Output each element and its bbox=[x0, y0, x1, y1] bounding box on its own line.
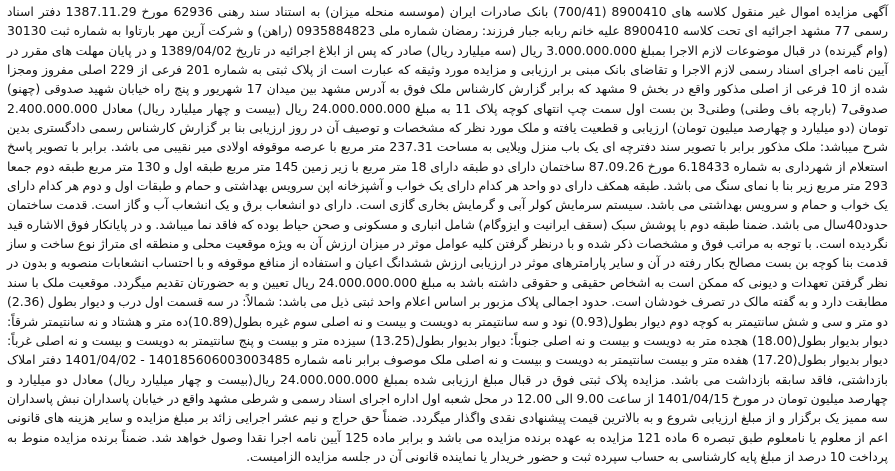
notice-body: به استناد سند رهنی 62936 مورخ 1387.11.29 دفتر اسناد رسمی 77 مشهد اجرائیه ای تحت کلاسه 8900410 علیه خانم ربابه جبار فرزند: رمضان شماره ملی 0935884823 (راهن) و شرکت آرین مهر بارتاوا به شماره ثبت 30130 (وام گیرنده) در قبال موضوعات لازم الاجرا بمبلغ 3.000.000.000 ریال (سه میلیارد ریال) صادر که پس از ابلاغ اجرائیه در تاریخ 1389/04/02 و در پایان مهلت های مقرر در آیین نامه اجرای اسناد رسمی لازم الاجرا و تقاضای بانک مبنی بر ارزیابی و مزایده مورد وثیقه که عبارت است از پلاک ثبتی به شماره 201 فرعی از 229 اصلی مفروز ومجزا شده از 10 فرعی از اصلی مذکور واقع در بخش 9 مشهد که برابر گزارش کارشناس ملک فوق به آدرس مشهد بین میدان 17 شهریور و پنج راه خیابان شهید صدوقی (چهنو) صدوقی7 (بارچه باف وطنی) وطنی3 بن بست اول سمت چپ انتهای کوچه پلاک 11 به مبلغ 24.000.000.000 ریال (بیست و چهار میلیارد ریال) معادل 2.400.000.000 تومان (دو میلیارد و چهارصد میلیون تومان) ارزیابی و قطعیت یافته و ملک مورد نظر که مشخصات و توصیف آن در روز ارزیابی بنا بر گزارش کارشناس رسمی دادگستری بدین شرح میباشد: ملک مذکور برابر با تصویر سند دفترچه ای یک باب منزل ویلایی به مساحت 237.31 متر مربع با عرصه موقوفه اولادی میر نقیبی می باشد. برابر با تصویر پاسخ استعلام از شهرداری به شماره 6.18433 مورخ 87.09.26 ساختمان دارای دو طبقه دارای 18 متر مربع با زیر زمین 145 متر مربع طبقه اول و 130 متر مربع طبقه دوم جمعا 293 متر مربع زیر بنا با نمای سنگ می باشد. طبقه همکف دارای دو واحد هر کدام دارای یک خواب و آشپزخانه اپن سرویس بهداشتی و حمام و طبقات اول و دوم هر کدام دارای یک خواب و حمام و سرویس بهداشتی می باشد. سیستم سرمایش کولر آبی و گرمایش بخاری گازی است. دارای دو انشعاب برق و یک انشعاب آب و گاز است. قدمت ساختمان حدود40سال می باشد. ضمنا طبقه دوم با پوشش سبک (سقف ایرانیت و ایزوگام) شامل انباری و مسکونی و صحن حیاط بوده که فاقد نما میباشد. و در پایانکار فوق الاشاره قید نگردیده است. با توجه به مراتب فوق و مشخصات ذکر شده و با درنظر گرفتن کلیه عوامل موثر در میزان ارزش آن به ویژه موقعیت محلی و منطقه ای متراژ نوع ساخت و ساز قدمت بنا کوچه بن بست مصالح بکار رفته در آن و سایر پارامترهای موثر در ارزیابی ارزش ششدانگ اعیان و استفاده از منافع موقوفه و با احتساب انشعابات منصوبه و بدون در نظر گرفتن تعهدات و دیونی که ممکن است به اشخاص حقیقی و حقوقی داشته باشد به مبلغ 24.000.000.000 ریال تعیین و به حضورتان تقدیم میگردد. موقعیت ملک با سند مطابقت دارد و به گفته مالک در تصرف خودشان است. حدود اجمالی پلاک مزبور بر اساس اعلام واحد ثبتی ذیل می باشد: شمالاً: در سه قسمت اول درب و دیوار بطول (2.36) دو متر و سی و شش سانتیمتر به کوچه دوم دیوار بطول(0.93) نود و سه سانتیمتر به دویست و بیست و نه اصلی سوم غیره بطول(10.89)ده متر و هشتاد و نه سانتیمتر شرقاً: دیوار بدیوار بطول(18.00) هجده متر به دویست و بیست و نه اصلی جنوباً: دیوار بدیوار بطول(13.25) سیزده متر و بیست و پنج سانتیمتر به دویست و بیست و نه اصلی غرباً: دیوار بدیوار بطول(17.20) هفده متر و بیست سانتیمتر به دویست و بیست و نه اصلی ملک موصوف برابر نامه شماره 140185606003003485 - 1401/04/02 دفتر املاک بازداشتی، فاقد سابقه بازداشت می باشد. مزایده پلاک ثبتی فوق در قبال مبلغ ارزیابی شده بمبلغ 24.000.000.000 ریال(بیست و چهار میلیارد ریال) معادل دو میلیارد و چهارصد میلیون تومان در مورخ 1401/04/15 از ساعت 9.00 الی 12.00 در محل شعبه اول اداره اجرای اسناد رسمی و شرطی مشهد واقع در خیابان پاسداران نبش پاسداران سه ممیز یک برگزار و از مبلغ ارزیابی شروع و به بالاترین قیمت پیشنهادی نقدی واگذار میگردد. ضمناً حق حراج و نیم عشر اجرایی زائد بر مبلغ مزایده و سایر هزینه های قانونی اعم از معلوم یا نامعلوم طبق تبصره 6 ماده 121 مزایده به عهده برنده مزایده می باشد و برابر ماده 125 آیین نامه اجرا نقدا وصول خواهد شد. ضمناً برنده مزایده منوط به پرداخت 10 درصد از مبلغ پایه کارشناسی به حساب سپرده ثبت و حضور خریدار یا نماینده قانونی آن در جلسه مزایده الزامیست. bbox=[7, 4, 889, 464]
notice-title: آگهی مزایده اموال غیر منقول کلاسه های 8900410 (700/41) بانک صادرات ایران (موسسه منحله میزان) bbox=[325, 4, 888, 19]
